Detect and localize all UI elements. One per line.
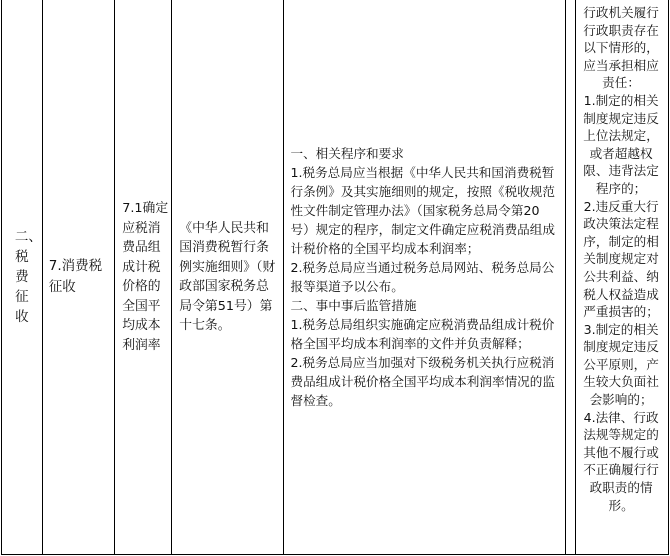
subitem-text: 7.1确定应税消费品组成计税价格的全国平均成本利润率 bbox=[122, 201, 169, 353]
responsibility-line: 1.制定的相关制度规定违反上位法规定，或者超越权限、违背法定程序的； bbox=[583, 92, 659, 196]
power-list-table bbox=[1, 0, 669, 555]
procedures-block bbox=[284, 144, 564, 410]
procedure-heading-2: 二、事中事后监管措施 bbox=[290, 298, 417, 313]
procedures-cell bbox=[284, 0, 565, 555]
responsibility-block bbox=[576, 4, 668, 514]
procedure-line: 2.税务总局应当加强对下级税务机关执行应税消费品组成计税价格全国平均成本利润率情况的监督检查。 bbox=[290, 355, 555, 408]
category-text: 二、税费征收 bbox=[14, 229, 42, 325]
procedure-heading-1: 一、相关程序和要求 bbox=[290, 146, 404, 161]
responsibility-line: 4.法律、行政法规等规定的其他不履行或不正确履行行政职责的情形。 bbox=[583, 409, 659, 513]
item-cell bbox=[42, 0, 114, 555]
table-row bbox=[2, 0, 669, 555]
responsibility-line: 3.制定的相关制度规定违反公平原则，产生较大负面社会影响的； bbox=[583, 321, 659, 408]
responsibility-cell bbox=[576, 0, 669, 555]
item-text: 7.消费税征收 bbox=[48, 258, 103, 295]
procedure-line: 2.税务总局应当通过税务总局网站、税务总局公报等渠道予以公布。 bbox=[290, 260, 555, 294]
subitem-cell bbox=[115, 0, 172, 555]
procedure-line: 1.税务总局应当根据《中华人民共和国消费税暂行条例》及其实施细则的规定，按照《税收规范性文件制定管理办法》（国家税务总局令第20号）规定的程序，制定文件确定应税消费品组成计税价格的全国平均成本利润率； bbox=[290, 165, 555, 256]
basis-cell bbox=[172, 0, 284, 555]
responsibility-line: 2.违反重大行政决策法定程序，制定的相关制度规定对公共利益、纳税人权益造成严重损害的； bbox=[583, 198, 659, 320]
category-cell bbox=[2, 0, 43, 555]
responsibility-intro: 行政机关履行行政职责存在以下情形的，应当承担相应责任： bbox=[583, 5, 659, 91]
procedure-line: 1.税务总局组织实施确定应税消费品组成计税价格全国平均成本利润率的文件并负责解释； bbox=[290, 317, 555, 351]
spacer-cell bbox=[565, 0, 575, 555]
basis-text: 《中华人民共和国消费税暂行条例实施细则》（财政部国家税务总局令第51号）第十七条。 bbox=[179, 220, 276, 333]
